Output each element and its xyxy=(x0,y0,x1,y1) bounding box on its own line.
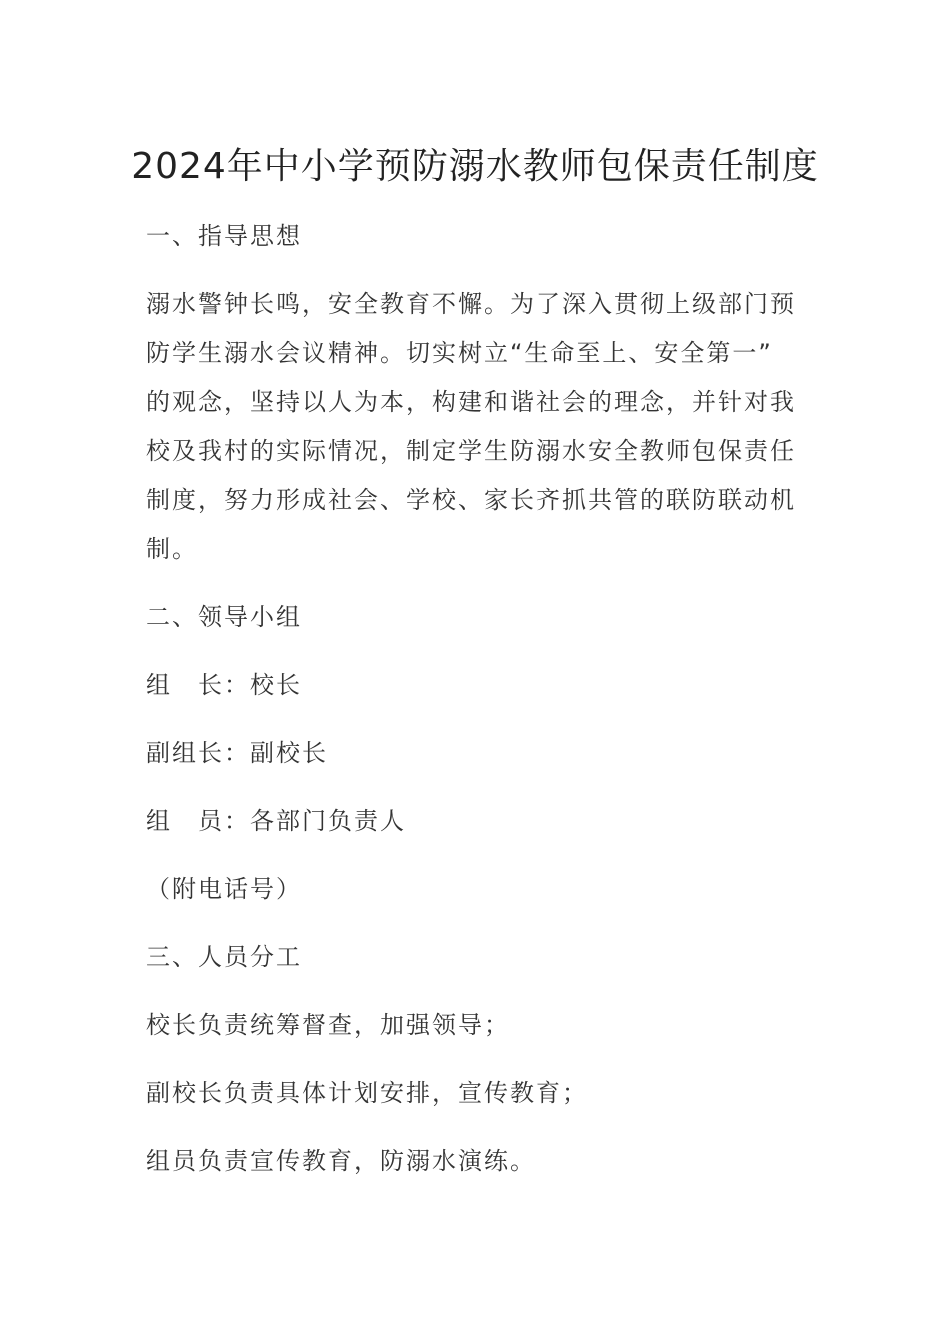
paragraph-line: 的观念，坚持以人为本，构建和谐社会的理念，并针对我 xyxy=(146,388,796,416)
paragraph-line: 溺水警钟长鸣，安全教育不懈。为了深入贯彻上级部门预 xyxy=(146,290,796,318)
guiding-ideology-paragraph xyxy=(146,280,796,593)
paragraph-line: 校及我村的实际情况，制定学生防溺水安全教师包保责任 xyxy=(146,437,796,465)
document-title: 2024年中小学预防溺水教师包保责任制度 xyxy=(131,146,819,187)
group-leader-line: 组 长：校长 xyxy=(146,671,302,699)
deputy-leader-line: 副组长：副校长 xyxy=(146,739,328,767)
duty-item-vice-principal: 副校长负责具体计划安排，宣传教育； xyxy=(146,1079,588,1107)
phone-note: （附电话号） xyxy=(146,875,302,903)
paragraph-line: 防学生溺水会议精神。切实树立“生命至上、安全第一” xyxy=(146,339,773,367)
group-members-line: 组 员：各部门负责人 xyxy=(146,807,406,835)
paragraph-line: 制度，努力形成社会、学校、家长齐抓共管的联防联动机 xyxy=(146,486,796,514)
section-heading-guiding-ideology: 一、指导思想 xyxy=(146,222,302,250)
duty-item-members: 组员负责宣传教育，防溺水演练。 xyxy=(146,1147,536,1175)
document-body xyxy=(146,212,796,1205)
paragraph-line: 制。 xyxy=(146,535,198,563)
section-heading-division-of-labor: 三、人员分工 xyxy=(146,943,302,971)
section-heading-leadership-group: 二、领导小组 xyxy=(146,603,302,631)
duty-item-principal: 校长负责统筹督查，加强领导； xyxy=(146,1011,510,1039)
